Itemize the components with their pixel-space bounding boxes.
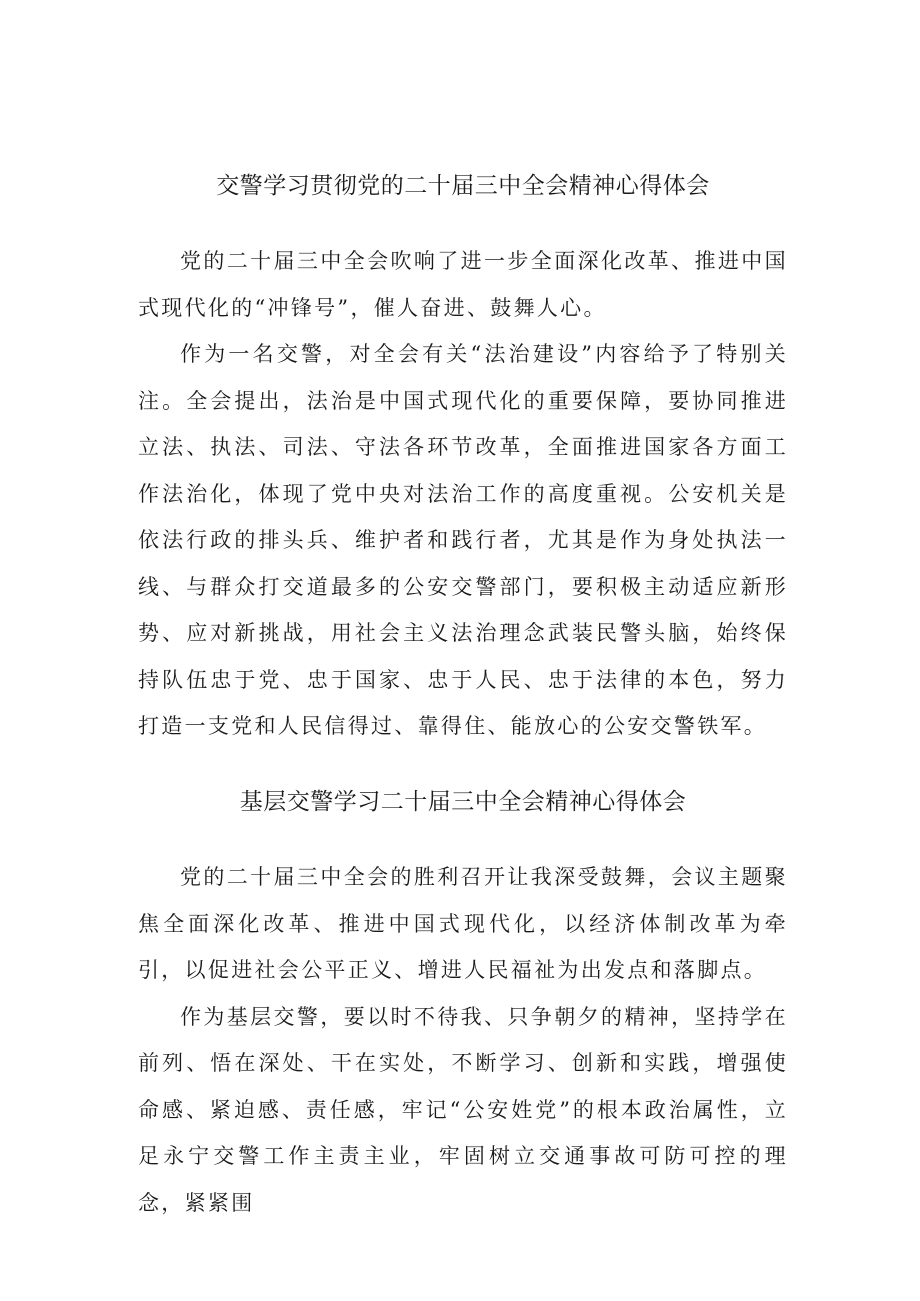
article-paragraph: 党的二十届三中全会吹响了进一步全面深化改革、推进中国式现代化的“冲锋号”，催人奋进、鼓舞人心。 [138,249,788,320]
article-paragraph: 党的二十届三中全会的胜利召开让我深受鼓舞，会议主题聚焦全面深化改革、推进中国式现代化，以经济体制改革为牵引，以促进社会公平正义、增进人民福祉为出发点和落脚点。 [138,865,788,982]
article-paragraph: 作为基层交警，要以时不待我、只争朝夕的精神，坚持学在前列、悟在深处、干在实处，不断学习、创新和实践，增强使命感、紧迫感、责任感，牢记“公安姓党”的根本政治属性，立足永宁交警工作主责主业，牢固树立交通事故可防可控的理念，紧紧围 [138,1004,788,1215]
article-1 [138,168,788,750]
article-2 [138,784,788,1226]
article-paragraph: 作为一名交警，对全会有关“法治建设”内容给予了特别关注。全会提出，法治是中国式现代化的重要保障，要协同推进立法、执法、司法、守法各环节改革，全面推进国家各方面工作法治化，体现了党中央对法治工作的高度重视。公安机关是依法行政的排头兵、维护者和践行者，尤其是作为身处执法一线、与群众打交道最多的公安交警部门，要积极主动适应新形势、应对新挑战，用社会主义法治理念武装民警头脑，始终保持队伍忠于党、忠于国家、忠于人民、忠于法律的本色，努力打造一支党和人民信得过、靠得住、能放心的公安交警铁军。 [138,342,788,738]
article-title: 基层交警学习二十届三中全会精神心得体会 [239,789,687,815]
article-title: 交警学习贯彻党的二十届三中全会精神心得体会 [216,173,710,199]
